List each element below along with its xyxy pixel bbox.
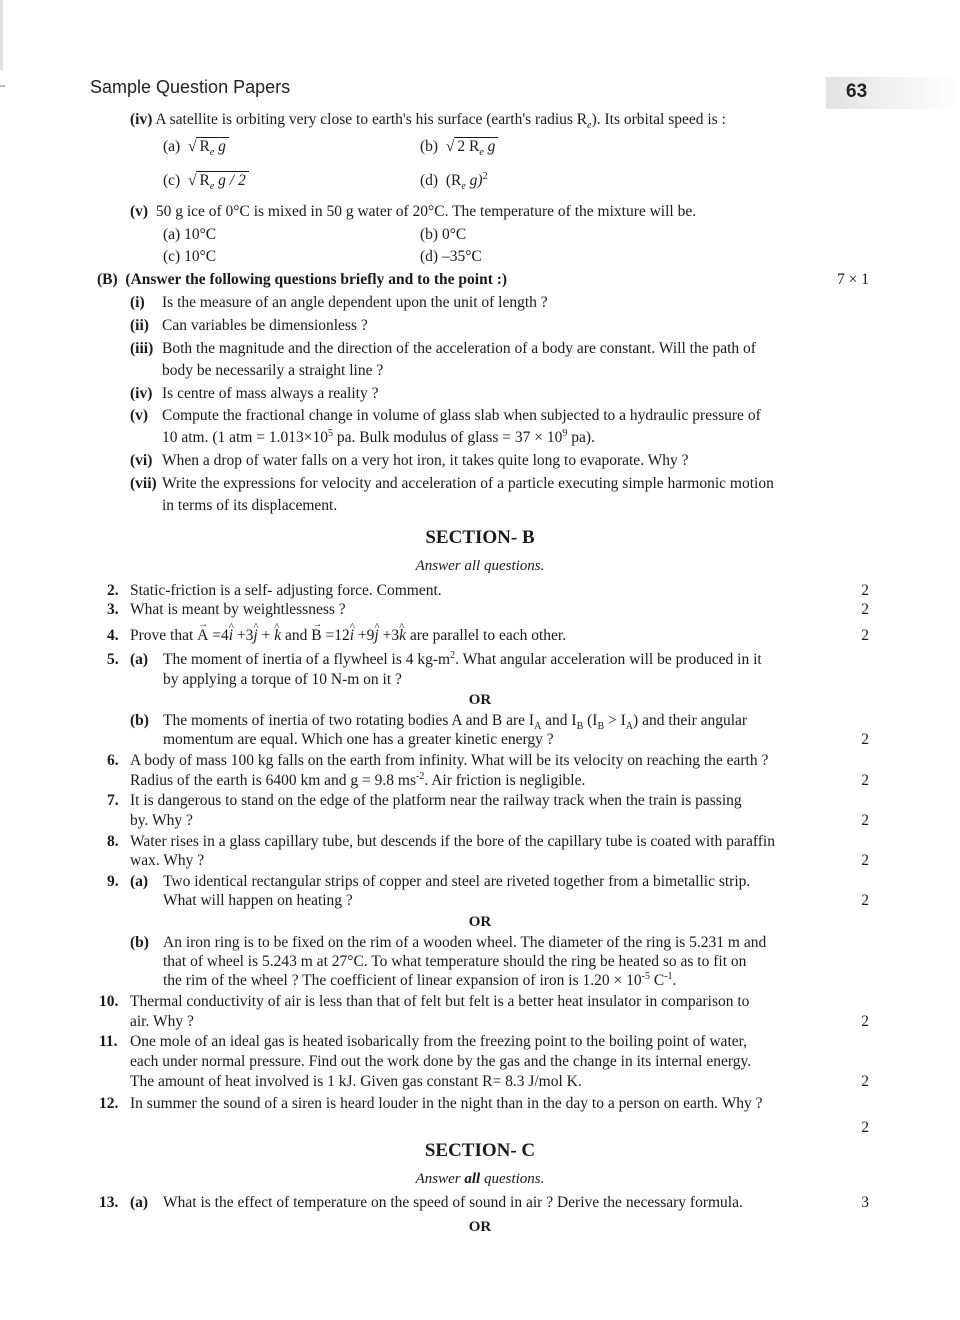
question-4: [107, 626, 566, 646]
radicand: [196, 137, 228, 159]
subscript: e: [209, 147, 215, 159]
option-label: (d): [420, 172, 439, 189]
question-12-marks: 2: [861, 1119, 869, 1136]
radicand-g: g: [487, 138, 496, 155]
question-9b-cont2: [163, 971, 676, 991]
item-number: (iv): [130, 385, 153, 402]
question-8-marks: 2: [861, 852, 869, 869]
sqrt-sign: √: [187, 138, 197, 155]
question-5-marks: 2: [861, 731, 869, 748]
or-divider-13: OR: [468, 1219, 492, 1235]
subscript: B: [597, 721, 605, 733]
text-part: (I: [583, 712, 598, 729]
question-3-marks: 2: [861, 601, 869, 618]
question-text: Two identical rectangular strips of copper and steel are riveted together from a bimetallic strip.: [163, 873, 751, 890]
page-edge-mark: [0, 0, 3, 70]
question-number: 12.: [99, 1095, 119, 1112]
item-number: (iii): [130, 340, 154, 357]
subscript: B: [576, 721, 584, 733]
option-label: (a): [163, 226, 181, 243]
part-b-item-iii: [130, 339, 756, 359]
question-text: A body of mass 100 kg falls on the earth from infinity. What will be its velocity on reaching the earth ?: [130, 752, 769, 769]
vector-b: → B: [311, 626, 321, 646]
question-text: It is dangerous to stand on the edge of the platform near the railway track when the train is passing: [130, 792, 742, 809]
question-text: Water rises in a glass capillary tube, but descends if the bore of the capillary tube is coated with paraffin: [130, 833, 775, 850]
unit-vector-j: ^ j: [253, 626, 257, 646]
option-label: (a): [163, 138, 181, 155]
text-part: C: [649, 972, 665, 989]
subscript: e: [461, 181, 466, 193]
superscript: 2: [482, 170, 488, 182]
radicand-g: g: [218, 138, 226, 155]
question-9a-marks: 2: [861, 892, 869, 909]
option-a-v-a: [163, 225, 216, 245]
text-part: . Air friction is negligible.: [424, 772, 586, 789]
item-text: Can variables be dimensionless ?: [162, 317, 368, 334]
text-part: pa).: [567, 429, 595, 446]
subscript: A: [625, 721, 634, 733]
section-c-title: SECTION- C: [424, 1140, 536, 1161]
radicand-base: R: [199, 172, 210, 189]
text-part: and I: [541, 712, 577, 729]
text-part: =12: [321, 627, 350, 644]
question-number: 11.: [99, 1033, 118, 1050]
text-part: questions.: [480, 1171, 545, 1187]
or-divider-9: OR: [468, 914, 492, 930]
sub-label: (b): [130, 934, 149, 951]
page-number-box: [826, 77, 960, 109]
question-text: An iron ring is to be fixed on the rim of a wooden wheel. The diameter of the ring is 5.231 m and: [163, 934, 767, 951]
question-number: 6.: [107, 752, 119, 769]
item-number: (v): [130, 407, 149, 424]
part-b-item-iii-cont: body be necessarily a straight line ?: [162, 362, 384, 379]
part-b-item-vi: [130, 451, 689, 471]
option-label: (c): [163, 248, 181, 265]
question-number: 13.: [99, 1194, 119, 1211]
page-edge-dot: [0, 85, 5, 87]
question-7-marks: 2: [861, 812, 869, 829]
item-text: Is the measure of an angle dependent upon the unit of length ?: [162, 294, 548, 311]
part-b-heading: [97, 270, 507, 290]
question-11-cont: each under normal pressure. Find out the work done by the gas and the change in its internal energy.: [130, 1053, 752, 1070]
question-9b-cont: that of wheel is 5.243 m at 27°C. To what temperature should the ring be heated so as to fit on: [163, 953, 747, 970]
part-b-item-vii: [130, 474, 774, 494]
text-part: and: [281, 627, 312, 644]
question-6: [107, 751, 768, 771]
unit-vector-k: ^ k: [399, 626, 406, 646]
sqrt-sign: √: [445, 138, 455, 155]
part-b-item-v-cont: [162, 428, 595, 448]
item-number: (ii): [130, 317, 149, 334]
option-value: –35°C: [441, 248, 482, 265]
question-a-v: [130, 202, 696, 222]
question-6-marks: 2: [861, 772, 869, 789]
question-5b-cont: momentum are equal. Which one has a greater kinetic energy ?: [163, 731, 554, 748]
option-a-v-d: [420, 247, 482, 267]
option-a-iv-a: [163, 137, 229, 157]
radicand: [454, 137, 498, 159]
question-text-end: ). Its orbital speed is :: [591, 111, 726, 128]
option-value: (R: [445, 172, 462, 189]
option-value: 0°C: [441, 226, 467, 243]
question-2-marks: 2: [861, 582, 869, 599]
text-part: The moment of inertia of a flywheel is 4 kg-m: [163, 651, 451, 668]
question-3: [107, 600, 346, 620]
text-part: +3: [233, 627, 254, 644]
option-a-iv-b: [420, 137, 498, 157]
item-text: Both the magnitude and the direction of the acceleration of a body are constant. Will the path of: [162, 340, 756, 357]
question-9b: [130, 933, 766, 953]
part-b-item-ii: [130, 316, 368, 336]
question-number: 9.: [107, 873, 119, 890]
item-text: When a drop of water falls on a very hot iron, it takes quite long to evaporate. Why ?: [162, 452, 689, 469]
unit-vector-k: ^ k: [274, 626, 281, 646]
question-5b: [130, 711, 747, 731]
option-value: 10°C: [184, 226, 217, 243]
text-part: pa. Bulk modulus of glass = 37 × 10: [333, 429, 563, 446]
question-text: A satellite is orbiting very close to earth's his surface (earth's radius R: [155, 111, 588, 128]
question-11-cont2: The amount of heat involved is 1 kJ. Given gas constant R= 8.3 J/mol K.: [130, 1073, 582, 1090]
option-label: (b): [420, 226, 439, 243]
sub-label: (a): [130, 651, 149, 668]
section-c-instruction: [0, 1169, 960, 1189]
question-7: [107, 791, 742, 811]
text-part: all: [464, 1171, 481, 1187]
radicand-base: 2 R: [457, 138, 480, 155]
vector-a: → A: [197, 626, 208, 646]
question-number: 2.: [107, 582, 119, 599]
question-13a: [99, 1193, 743, 1213]
text-part: .: [672, 972, 677, 989]
or-divider-5: OR: [468, 692, 492, 708]
option-a-iv-c: [163, 171, 249, 191]
question-number: 7.: [107, 792, 119, 809]
question-8: [107, 832, 775, 852]
text-part: . What angular acceleration will be produced in it: [455, 651, 762, 668]
text-part: Radius of the earth is 6400 km and g = 9.8 ms: [130, 772, 416, 789]
question-text: 50 g ice of 0°C is mixed in 50 g water of 20°C. The temperature of the mixture will be.: [155, 203, 697, 220]
sub-label: (a): [130, 873, 149, 890]
question-10: [99, 992, 749, 1012]
sub-label: (a): [130, 1194, 149, 1211]
option-value: 10°C: [184, 248, 217, 265]
question-9a: [107, 872, 750, 892]
question-number: 8.: [107, 833, 119, 850]
question-number: 5.: [107, 651, 119, 668]
section-b-title: SECTION- B: [425, 527, 535, 548]
option-a-iv-d: [420, 171, 488, 191]
text-part: Answer: [415, 1171, 465, 1187]
text-part: Prove that: [130, 627, 198, 644]
question-number: 4.: [107, 627, 119, 644]
question-5a: [107, 650, 762, 670]
part-title: (Answer the following questions briefly and to the point :): [125, 271, 508, 288]
text-part: > I: [604, 712, 626, 729]
question-10-marks: 2: [861, 1013, 869, 1030]
item-number: (vii): [130, 475, 157, 492]
radicand: [196, 171, 248, 193]
question-number: (iv): [130, 111, 153, 128]
sqrt-sign: √: [187, 172, 197, 189]
text-part: are parallel to each other.: [406, 627, 567, 644]
item-text: Compute the fractional change in volume of glass slab when subjected to a hydraulic pressure of: [162, 407, 761, 424]
question-4-marks: 2: [861, 627, 869, 644]
option-label: (c): [163, 172, 181, 189]
text-part: ) and their angular: [633, 712, 748, 729]
option-a-v-b: [420, 225, 466, 245]
superscript: 9: [562, 427, 568, 439]
part-b-item-v: [130, 406, 761, 426]
superscript: 5: [328, 427, 334, 439]
part-b-item-vii-cont: in terms of its displacement.: [162, 497, 338, 514]
question-9a-cont: What will happen on heating ?: [163, 892, 353, 909]
part-label: (B): [97, 271, 118, 288]
unit-vector-j: ^ j: [374, 626, 378, 646]
text-part: The moments of inertia of two rotating bodies A and B are I: [163, 712, 535, 729]
text-part: +9: [354, 627, 375, 644]
text-part: =4: [208, 627, 229, 644]
option-label: (d): [420, 248, 439, 265]
superscript: 2: [450, 649, 456, 661]
question-11-marks: 2: [861, 1073, 869, 1090]
radicand-g: g / 2: [218, 172, 246, 189]
question-8-cont: wax. Why ?: [130, 852, 205, 869]
item-text: Write the expressions for velocity and acceleration of a particle executing simple harmonic motion: [162, 475, 774, 492]
option-tail: g): [469, 172, 483, 189]
question-text: Thermal conductivity of air is less than that of felt but felt is a better heat insulator in comparison to: [130, 993, 750, 1010]
option-a-v-c: [163, 247, 216, 267]
question-a-iv: [130, 110, 726, 130]
item-number: (vi): [130, 452, 153, 469]
text-part: +: [257, 627, 275, 644]
option-label: (b): [420, 138, 439, 155]
question-number: 10.: [99, 993, 119, 1010]
subscript: e: [209, 181, 215, 193]
superscript: -2: [416, 770, 425, 782]
text-part: the rim of the wheel ? The coefficient of linear expansion of iron is 1.20 × 10: [163, 972, 642, 989]
item-text: Is centre of mass always a reality ?: [162, 385, 379, 402]
unit-vector-i: ^ i: [350, 626, 354, 646]
question-7-cont: by. Why ?: [130, 812, 193, 829]
superscript: -5: [641, 970, 650, 982]
text-part: 10 atm. (1 atm = 1.013×10: [162, 429, 329, 446]
radicand-base: R: [199, 138, 210, 155]
question-12: [99, 1094, 762, 1114]
question-number: (v): [130, 203, 149, 220]
part-b-marks: 7 × 1: [837, 271, 869, 288]
question-6-cont: [130, 771, 585, 791]
question-text: One mole of an ideal gas is heated isobarically from the freezing point to the boiling point of water,: [130, 1033, 748, 1050]
question-text: What is the effect of temperature on the speed of sound in air ? Derive the necessary formula.: [163, 1194, 743, 1211]
unit-vector-i: ^ i: [229, 626, 233, 646]
subscript: A: [534, 721, 542, 733]
running-header-title: Sample Question Papers: [90, 77, 291, 97]
question-10-cont: air. Why ?: [130, 1013, 194, 1030]
section-b-instruction: Answer all questions.: [415, 558, 545, 574]
sub-label: (b): [130, 712, 149, 729]
question-text: What is meant by weightlessness ?: [130, 601, 346, 618]
part-b-item-i: [130, 293, 548, 313]
question-2: [107, 581, 442, 601]
question-13-marks: 3: [861, 1194, 869, 1211]
question-11: [99, 1032, 747, 1052]
page-number: 63: [846, 81, 868, 102]
subscript: e: [587, 120, 592, 132]
subscript: e: [479, 147, 484, 159]
question-text: Static-friction is a self- adjusting force. Comment.: [130, 582, 442, 599]
question-text: In summer the sound of a siren is heard louder in the night than in the day to a person on earth. Why ?: [130, 1095, 763, 1112]
question-5a-cont: by applying a torque of 10 N-m on it ?: [163, 671, 402, 688]
text-part: +3: [378, 627, 400, 644]
item-number: (i): [130, 294, 145, 311]
superscript: -1: [664, 970, 673, 982]
part-b-item-iv: [130, 384, 378, 404]
question-number: 3.: [107, 601, 119, 618]
